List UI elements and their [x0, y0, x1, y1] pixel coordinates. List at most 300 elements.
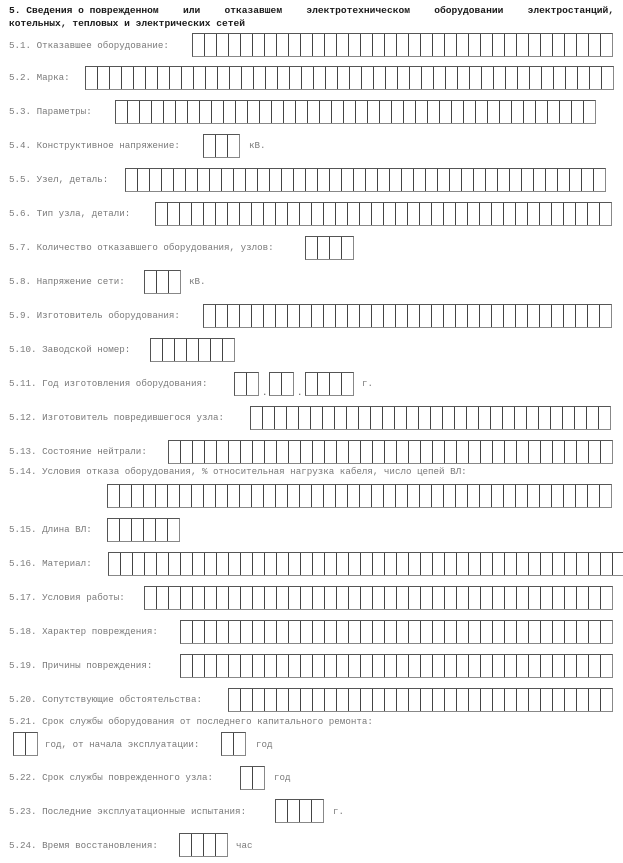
char-cell[interactable] [432, 485, 444, 507]
char-cell[interactable] [476, 101, 488, 123]
char-cell[interactable] [588, 203, 600, 225]
char-cell[interactable] [481, 34, 493, 56]
char-cell[interactable] [192, 485, 204, 507]
char-cell[interactable] [536, 101, 548, 123]
char-cell[interactable] [541, 553, 553, 575]
char-cell[interactable] [480, 203, 492, 225]
char-cell[interactable] [180, 834, 192, 856]
char-cell[interactable] [323, 407, 335, 429]
char-cell[interactable] [234, 169, 246, 191]
char-cell[interactable] [306, 169, 318, 191]
char-cell[interactable] [445, 689, 457, 711]
char-cell[interactable] [452, 101, 464, 123]
char-cell[interactable] [86, 67, 98, 89]
char-cell[interactable] [156, 485, 168, 507]
char-cell[interactable] [505, 587, 517, 609]
char-cell[interactable] [409, 441, 421, 463]
char-cell[interactable] [120, 519, 132, 541]
char-cell[interactable] [493, 587, 505, 609]
input-5-10-serial-number[interactable] [150, 338, 235, 362]
char-cell[interactable] [348, 305, 360, 327]
char-cell[interactable] [505, 441, 517, 463]
input-5-12-unit-manufacturer[interactable] [250, 406, 611, 430]
char-cell[interactable] [492, 305, 504, 327]
input-5-21-since-overhaul[interactable] [13, 732, 38, 756]
char-cell[interactable] [356, 101, 368, 123]
char-cell[interactable] [517, 553, 529, 575]
char-cell[interactable] [218, 67, 230, 89]
char-cell[interactable] [601, 587, 612, 609]
char-cell[interactable] [445, 587, 457, 609]
char-cell[interactable] [601, 553, 613, 575]
char-cell[interactable] [349, 441, 361, 463]
input-5-18-damage-nature[interactable] [180, 620, 613, 644]
input-5-24-recovery-time[interactable] [179, 833, 228, 857]
char-cell[interactable] [445, 34, 457, 56]
char-cell[interactable] [386, 67, 398, 89]
char-cell[interactable] [530, 67, 542, 89]
char-cell[interactable] [306, 373, 318, 395]
char-cell[interactable] [151, 339, 163, 361]
char-cell[interactable] [361, 587, 373, 609]
char-cell[interactable] [186, 169, 198, 191]
char-cell[interactable] [541, 587, 553, 609]
char-cell[interactable] [407, 407, 419, 429]
char-cell[interactable] [552, 203, 564, 225]
char-cell[interactable] [217, 621, 229, 643]
char-cell[interactable] [181, 621, 193, 643]
char-cell[interactable] [565, 553, 577, 575]
input-5-5-unit-part[interactable] [125, 168, 606, 192]
char-cell[interactable] [200, 101, 212, 123]
char-cell[interactable] [134, 67, 146, 89]
char-cell[interactable] [289, 655, 301, 677]
char-cell[interactable] [576, 203, 588, 225]
char-cell[interactable] [266, 67, 278, 89]
char-cell[interactable] [265, 553, 277, 575]
char-cell[interactable] [229, 441, 241, 463]
char-cell[interactable] [404, 101, 416, 123]
char-cell[interactable] [517, 655, 529, 677]
char-cell[interactable] [577, 587, 589, 609]
char-cell[interactable] [564, 203, 576, 225]
char-cell[interactable] [337, 587, 349, 609]
char-cell[interactable] [241, 441, 253, 463]
char-cell[interactable] [444, 485, 456, 507]
char-cell[interactable] [522, 169, 534, 191]
char-cell[interactable] [433, 441, 445, 463]
char-cell[interactable] [301, 621, 313, 643]
char-cell[interactable] [162, 169, 174, 191]
char-cell[interactable] [397, 621, 409, 643]
char-cell[interactable] [467, 407, 479, 429]
char-cell[interactable] [229, 689, 241, 711]
char-cell[interactable] [577, 689, 589, 711]
char-cell[interactable] [577, 34, 589, 56]
char-cell[interactable] [589, 621, 601, 643]
char-cell[interactable] [289, 34, 301, 56]
char-cell[interactable] [384, 305, 396, 327]
input-5-17-operating-conditions[interactable] [144, 586, 613, 610]
char-cell[interactable] [299, 407, 311, 429]
char-cell[interactable] [216, 305, 228, 327]
char-cell[interactable] [516, 485, 528, 507]
char-cell[interactable] [350, 67, 362, 89]
char-cell[interactable] [373, 689, 385, 711]
char-cell[interactable] [361, 621, 373, 643]
char-cell[interactable] [144, 485, 156, 507]
char-cell[interactable] [98, 67, 110, 89]
char-cell[interactable] [301, 689, 313, 711]
char-cell[interactable] [265, 689, 277, 711]
char-cell[interactable] [409, 34, 421, 56]
char-cell[interactable] [482, 67, 494, 89]
char-cell[interactable] [145, 553, 157, 575]
char-cell[interactable] [553, 441, 565, 463]
char-cell[interactable] [517, 441, 529, 463]
char-cell[interactable] [397, 441, 409, 463]
char-cell[interactable] [529, 587, 541, 609]
char-cell[interactable] [446, 67, 458, 89]
char-cell[interactable] [325, 34, 337, 56]
char-cell[interactable] [337, 655, 349, 677]
char-cell[interactable] [546, 169, 558, 191]
char-cell[interactable] [408, 485, 420, 507]
char-cell[interactable] [390, 169, 402, 191]
char-cell[interactable] [156, 203, 168, 225]
char-cell[interactable] [252, 485, 264, 507]
char-cell[interactable] [468, 203, 480, 225]
char-cell[interactable] [330, 373, 342, 395]
char-cell[interactable] [288, 203, 300, 225]
char-cell[interactable] [181, 553, 193, 575]
char-cell[interactable] [512, 101, 524, 123]
char-cell[interactable] [372, 305, 384, 327]
char-cell[interactable] [493, 34, 505, 56]
char-cell[interactable] [300, 800, 312, 822]
char-cell[interactable] [457, 621, 469, 643]
input-5-7-failed-count[interactable] [305, 236, 354, 260]
char-cell[interactable] [325, 553, 337, 575]
char-cell[interactable] [252, 305, 264, 327]
char-cell[interactable] [193, 655, 205, 677]
char-cell[interactable] [229, 655, 241, 677]
char-cell[interactable] [468, 305, 480, 327]
char-cell[interactable] [216, 485, 228, 507]
char-cell[interactable] [373, 553, 385, 575]
char-cell[interactable] [528, 203, 540, 225]
char-cell[interactable] [551, 407, 563, 429]
char-cell[interactable] [414, 169, 426, 191]
char-cell[interactable] [324, 485, 336, 507]
char-cell[interactable] [373, 587, 385, 609]
char-cell[interactable] [252, 203, 264, 225]
char-cell[interactable] [372, 485, 384, 507]
char-cell[interactable] [421, 587, 433, 609]
char-cell[interactable] [241, 34, 253, 56]
input-5-6-part-type[interactable] [155, 202, 612, 226]
char-cell[interactable] [158, 67, 170, 89]
char-cell[interactable] [212, 101, 224, 123]
char-cell[interactable] [264, 485, 276, 507]
char-cell[interactable] [469, 655, 481, 677]
char-cell[interactable] [289, 587, 301, 609]
input-5-11-month[interactable] [269, 372, 294, 396]
char-cell[interactable] [169, 441, 181, 463]
input-5-4-design-voltage[interactable] [203, 134, 240, 158]
char-cell[interactable] [493, 689, 505, 711]
char-cell[interactable] [470, 67, 482, 89]
char-cell[interactable] [241, 587, 253, 609]
char-cell[interactable] [469, 621, 481, 643]
char-cell[interactable] [204, 203, 216, 225]
char-cell[interactable] [288, 305, 300, 327]
char-cell[interactable] [132, 485, 144, 507]
char-cell[interactable] [433, 587, 445, 609]
char-cell[interactable] [564, 305, 576, 327]
char-cell[interactable] [444, 203, 456, 225]
char-cell[interactable] [397, 34, 409, 56]
char-cell[interactable] [122, 67, 134, 89]
char-cell[interactable] [529, 689, 541, 711]
char-cell[interactable] [421, 441, 433, 463]
char-cell[interactable] [277, 621, 289, 643]
char-cell[interactable] [491, 407, 503, 429]
char-cell[interactable] [588, 305, 600, 327]
char-cell[interactable] [229, 587, 241, 609]
char-cell[interactable] [558, 169, 570, 191]
char-cell[interactable] [457, 34, 469, 56]
char-cell[interactable] [311, 407, 323, 429]
char-cell[interactable] [457, 587, 469, 609]
char-cell[interactable] [282, 169, 294, 191]
char-cell[interactable] [325, 587, 337, 609]
char-cell[interactable] [552, 485, 564, 507]
char-cell[interactable] [193, 441, 205, 463]
char-cell[interactable] [229, 621, 241, 643]
char-cell[interactable] [342, 373, 353, 395]
char-cell[interactable] [360, 305, 372, 327]
char-cell[interactable] [372, 203, 384, 225]
char-cell[interactable] [241, 621, 253, 643]
char-cell[interactable] [146, 67, 158, 89]
char-cell[interactable] [420, 203, 432, 225]
char-cell[interactable] [565, 34, 577, 56]
char-cell[interactable] [265, 34, 277, 56]
char-cell[interactable] [516, 305, 528, 327]
char-cell[interactable] [613, 553, 623, 575]
char-cell[interactable] [121, 553, 133, 575]
char-cell[interactable] [433, 621, 445, 643]
char-cell[interactable] [301, 441, 313, 463]
char-cell[interactable] [395, 407, 407, 429]
char-cell[interactable] [384, 203, 396, 225]
input-5-11-year[interactable] [305, 372, 354, 396]
char-cell[interactable] [563, 407, 575, 429]
input-5-23-last-tests[interactable] [275, 799, 324, 823]
char-cell[interactable] [398, 67, 410, 89]
char-cell[interactable] [506, 67, 518, 89]
char-cell[interactable] [240, 203, 252, 225]
char-cell[interactable] [601, 689, 612, 711]
char-cell[interactable] [433, 655, 445, 677]
char-cell[interactable] [349, 655, 361, 677]
char-cell[interactable] [264, 203, 276, 225]
char-cell[interactable] [541, 655, 553, 677]
char-cell[interactable] [528, 485, 540, 507]
char-cell[interactable] [300, 485, 312, 507]
char-cell[interactable] [181, 441, 193, 463]
char-cell[interactable] [540, 485, 552, 507]
char-cell[interactable] [416, 101, 428, 123]
char-cell[interactable] [542, 67, 554, 89]
char-cell[interactable] [577, 441, 589, 463]
char-cell[interactable] [265, 587, 277, 609]
char-cell[interactable] [120, 485, 132, 507]
char-cell[interactable] [361, 655, 373, 677]
char-cell[interactable] [434, 67, 446, 89]
char-cell[interactable] [152, 101, 164, 123]
char-cell[interactable] [481, 689, 493, 711]
char-cell[interactable] [216, 203, 228, 225]
char-cell[interactable] [258, 169, 270, 191]
char-cell[interactable] [312, 203, 324, 225]
char-cell[interactable] [313, 553, 325, 575]
char-cell[interactable] [325, 689, 337, 711]
char-cell[interactable] [565, 441, 577, 463]
char-cell[interactable] [492, 203, 504, 225]
char-cell[interactable] [349, 34, 361, 56]
char-cell[interactable] [313, 587, 325, 609]
char-cell[interactable] [456, 203, 468, 225]
char-cell[interactable] [133, 553, 145, 575]
char-cell[interactable] [361, 441, 373, 463]
char-cell[interactable] [373, 34, 385, 56]
char-cell[interactable] [589, 689, 601, 711]
char-cell[interactable] [480, 305, 492, 327]
char-cell[interactable] [204, 135, 216, 157]
char-cell[interactable] [253, 34, 265, 56]
char-cell[interactable] [313, 34, 325, 56]
char-cell[interactable] [360, 485, 372, 507]
char-cell[interactable] [164, 101, 176, 123]
char-cell[interactable] [433, 689, 445, 711]
char-cell[interactable] [205, 587, 217, 609]
char-cell[interactable] [517, 689, 529, 711]
char-cell[interactable] [145, 271, 157, 293]
char-cell[interactable] [312, 485, 324, 507]
char-cell[interactable] [529, 621, 541, 643]
char-cell[interactable] [349, 587, 361, 609]
char-cell[interactable] [277, 441, 289, 463]
char-cell[interactable] [409, 689, 421, 711]
char-cell[interactable] [433, 34, 445, 56]
char-cell[interactable] [251, 407, 263, 429]
char-cell[interactable] [380, 101, 392, 123]
char-cell[interactable] [397, 587, 409, 609]
char-cell[interactable] [468, 485, 480, 507]
char-cell[interactable] [594, 169, 605, 191]
char-cell[interactable] [420, 485, 432, 507]
char-cell[interactable] [168, 519, 179, 541]
char-cell[interactable] [445, 553, 457, 575]
char-cell[interactable] [277, 587, 289, 609]
char-cell[interactable] [217, 587, 229, 609]
char-cell[interactable] [300, 305, 312, 327]
char-cell[interactable] [181, 587, 193, 609]
input-5-16-material[interactable] [108, 552, 623, 576]
char-cell[interactable] [397, 689, 409, 711]
char-cell[interactable] [344, 101, 356, 123]
char-cell[interactable] [290, 67, 302, 89]
char-cell[interactable] [469, 34, 481, 56]
char-cell[interactable] [294, 169, 306, 191]
input-5-21-since-start[interactable] [221, 732, 246, 756]
char-cell[interactable] [600, 485, 611, 507]
char-cell[interactable] [108, 519, 120, 541]
char-cell[interactable] [458, 67, 470, 89]
char-cell[interactable] [548, 101, 560, 123]
input-5-1-failed-equipment[interactable] [192, 33, 613, 57]
char-cell[interactable] [474, 169, 486, 191]
char-cell[interactable] [260, 101, 272, 123]
char-cell[interactable] [192, 834, 204, 856]
char-cell[interactable] [505, 655, 517, 677]
char-cell[interactable] [420, 305, 432, 327]
char-cell[interactable] [301, 655, 313, 677]
char-cell[interactable] [373, 655, 385, 677]
char-cell[interactable] [314, 67, 326, 89]
char-cell[interactable] [228, 203, 240, 225]
char-cell[interactable] [469, 587, 481, 609]
char-cell[interactable] [313, 441, 325, 463]
char-cell[interactable] [492, 485, 504, 507]
char-cell[interactable] [289, 553, 301, 575]
char-cell[interactable] [253, 655, 265, 677]
char-cell[interactable] [253, 621, 265, 643]
input-5-2-brand[interactable] [85, 66, 614, 90]
char-cell[interactable] [396, 203, 408, 225]
char-cell[interactable] [270, 373, 282, 395]
char-cell[interactable] [540, 203, 552, 225]
char-cell[interactable] [349, 553, 361, 575]
char-cell[interactable] [175, 339, 187, 361]
char-cell[interactable] [498, 169, 510, 191]
char-cell[interactable] [408, 305, 420, 327]
char-cell[interactable] [265, 441, 277, 463]
char-cell[interactable] [288, 800, 300, 822]
char-cell[interactable] [264, 305, 276, 327]
char-cell[interactable] [534, 169, 546, 191]
char-cell[interactable] [577, 621, 589, 643]
char-cell[interactable] [359, 407, 371, 429]
char-cell[interactable] [493, 553, 505, 575]
char-cell[interactable] [589, 655, 601, 677]
char-cell[interactable] [565, 655, 577, 677]
char-cell[interactable] [504, 305, 516, 327]
char-cell[interactable] [169, 553, 181, 575]
char-cell[interactable] [517, 621, 529, 643]
char-cell[interactable] [253, 689, 265, 711]
char-cell[interactable] [577, 655, 589, 677]
char-cell[interactable] [326, 67, 338, 89]
char-cell[interactable] [529, 441, 541, 463]
char-cell[interactable] [368, 101, 380, 123]
char-cell[interactable] [553, 34, 565, 56]
char-cell[interactable] [493, 655, 505, 677]
char-cell[interactable] [409, 587, 421, 609]
char-cell[interactable] [494, 67, 506, 89]
